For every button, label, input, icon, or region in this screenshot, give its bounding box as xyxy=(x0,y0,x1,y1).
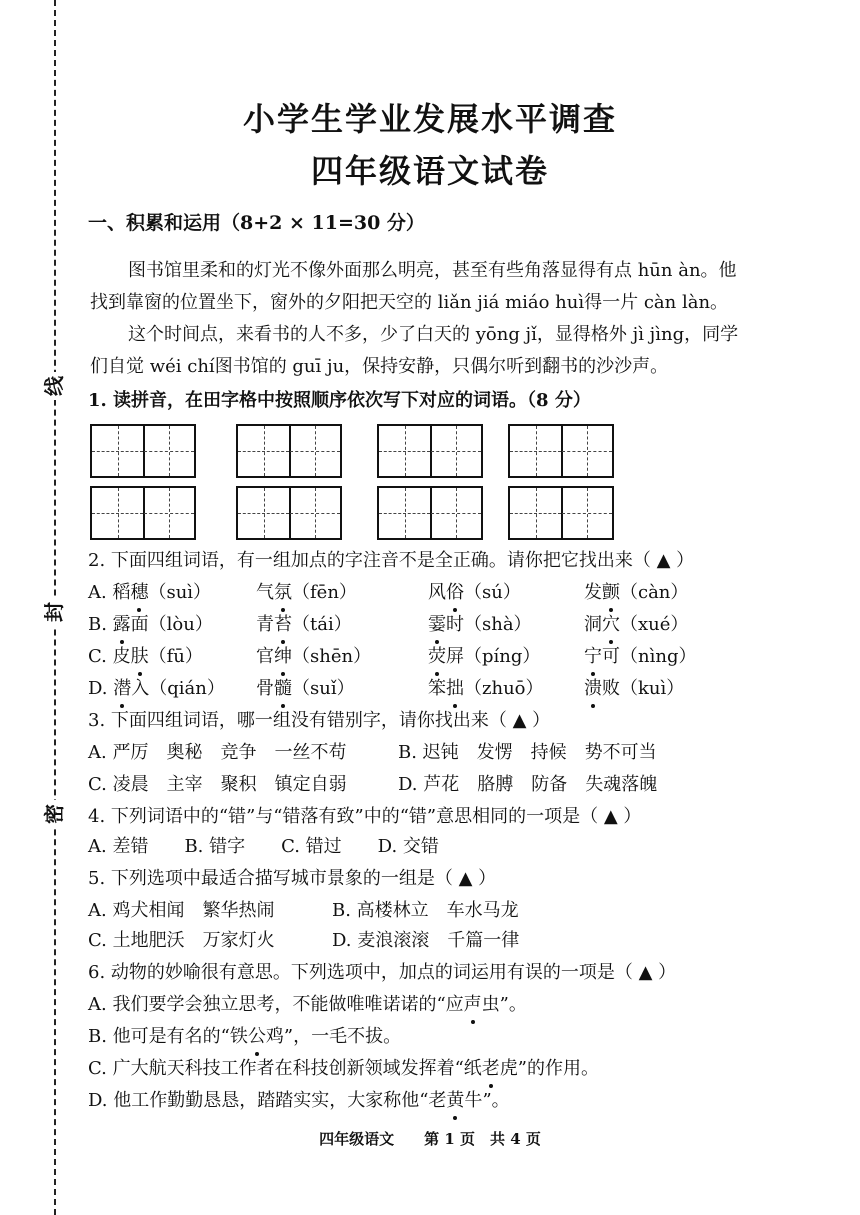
q2-option-cell: 宁可（nìng） xyxy=(584,644,696,670)
q6-option-d: D. 他工作勤勤恳恳，踏踏实实，大家称他“老黄牛”。 xyxy=(88,1088,510,1114)
section-heading: 一、积累和运用（8+2 × 11=30 分） xyxy=(88,212,425,234)
tianzige-box[interactable] xyxy=(90,486,196,540)
q6-option-c: C. 广大航天科技工作者在科技创新领域发挥着“纸老虎”的作用。 xyxy=(88,1056,599,1082)
q2-option-cell: 官绅（shēn） xyxy=(256,644,371,670)
q2-option-cell: A. 稻穗（suì） xyxy=(88,580,211,606)
tianzige-box[interactable] xyxy=(377,486,483,540)
q5-option-a: A. 鸡犬相闻 繁华热闹 xyxy=(88,900,275,921)
question-1-stem: 1. 读拼音，在田字格中按照顺序依次写下对应的词语。（8 分） xyxy=(88,390,591,411)
q2-option-cell: 气氛（fēn） xyxy=(256,580,357,606)
q2-option-cell: B. 露面（lòu） xyxy=(88,612,213,638)
q3-option-b: B. 迟钝 发愣 持候 势不可当 xyxy=(398,742,657,763)
tianzige-box[interactable] xyxy=(508,486,614,540)
question-3-stem: 3. 下面四组词语，哪一组没有错别字，请你找出来（ ▲ ） xyxy=(88,710,551,731)
q2-option-cell: 笨拙（zhuō） xyxy=(428,676,544,702)
tianzige-box[interactable] xyxy=(377,424,483,478)
binding-mark-mi: 密 xyxy=(40,800,68,828)
q5-option-c: C. 土地肥沃 万家灯火 xyxy=(88,930,275,951)
q3-option-d: D. 芦花 胳膊 防备 失魂落魄 xyxy=(398,774,658,795)
question-2-stem: 2. 下面四组词语，有一组加点的字注音不是全正确。请你把它找出来（ ▲ ） xyxy=(88,550,695,571)
q2-option-cell: 青苔（tái） xyxy=(256,612,352,638)
q3-option-a: A. 严厉 奥秘 竞争 一丝不苟 xyxy=(88,742,347,763)
q6-option-b: B. 他可是有名的“铁公鸡”，一毛不拔。 xyxy=(88,1024,401,1050)
q2-option-cell: 荧屏（píng） xyxy=(428,644,540,670)
q2-option-cell: D. 潜入（qián） xyxy=(88,676,225,702)
exam-subtitle: 四年级语文试卷 xyxy=(310,152,549,190)
q6-option-a: A. 我们要学会独立思考，不能做唯唯诺诺的“应声虫”。 xyxy=(88,992,527,1018)
exam-title: 小学生学业发展水平调查 xyxy=(242,100,617,138)
passage-line-4: 们自觉 wéi chí图书馆的 guī ju，保持安静，只偶尔听到翻书的沙沙声。 xyxy=(90,356,669,377)
passage-line-3: 这个时间点，来看书的人不多，少了白天的 yōng jǐ，显得格外 jì jìng，同学 xyxy=(128,324,739,345)
binding-mark-xian: 线 xyxy=(40,372,68,400)
q5-option-b: B. 高楼林立 车水马龙 xyxy=(332,900,519,921)
q5-option-d: D. 麦浪滚滚 千篇一律 xyxy=(332,930,520,951)
tianzige-box[interactable] xyxy=(236,486,342,540)
q2-option-cell: C. 皮肤（fū） xyxy=(88,644,203,670)
binding-mark-feng: 封 xyxy=(40,598,68,626)
tianzige-box[interactable] xyxy=(236,424,342,478)
q2-option-cell: 发颤（càn） xyxy=(584,580,688,606)
passage-line-1: 图书馆里柔和的灯光不像外面那么明亮，甚至有些角落显得有点 hūn àn。他 xyxy=(128,260,737,281)
question-4-stem: 4. 下列词语中的“错”与“错落有致”中的“错”意思相同的一项是（ ▲ ） xyxy=(88,806,642,827)
writing-grid-row-1 xyxy=(90,424,770,480)
page-footer: 四年级语文 第 1 页 共 4 页 xyxy=(319,1130,541,1148)
q4-options: A. 差错 B. 错字 C. 错过 D. 交错 xyxy=(88,836,439,857)
question-6-stem: 6. 动物的妙喻很有意思。下列选项中，加点的词运用有误的一项是（ ▲ ） xyxy=(88,962,677,983)
q2-option-cell: 霎时（shà） xyxy=(428,612,532,638)
q2-option-cell: 骨髓（suǐ） xyxy=(256,676,355,702)
passage-line-2: 找到靠窗的位置坐下，窗外的夕阳把天空的 liǎn jiá miáo huì得一片 càn làn。 xyxy=(90,292,729,313)
writing-grid-row-2 xyxy=(90,486,770,542)
q2-option-cell: 溃败（kuì） xyxy=(584,676,684,702)
q3-option-c: C. 凌晨 主宰 聚积 镇定自弱 xyxy=(88,774,347,795)
question-5-stem: 5. 下列选项中最适合描写城市景象的一组是（ ▲ ） xyxy=(88,868,497,889)
tianzige-box[interactable] xyxy=(90,424,196,478)
q2-option-cell: 洞穴（xué） xyxy=(584,612,688,638)
tianzige-box[interactable] xyxy=(508,424,614,478)
q2-option-cell: 风俗（sú） xyxy=(428,580,521,606)
